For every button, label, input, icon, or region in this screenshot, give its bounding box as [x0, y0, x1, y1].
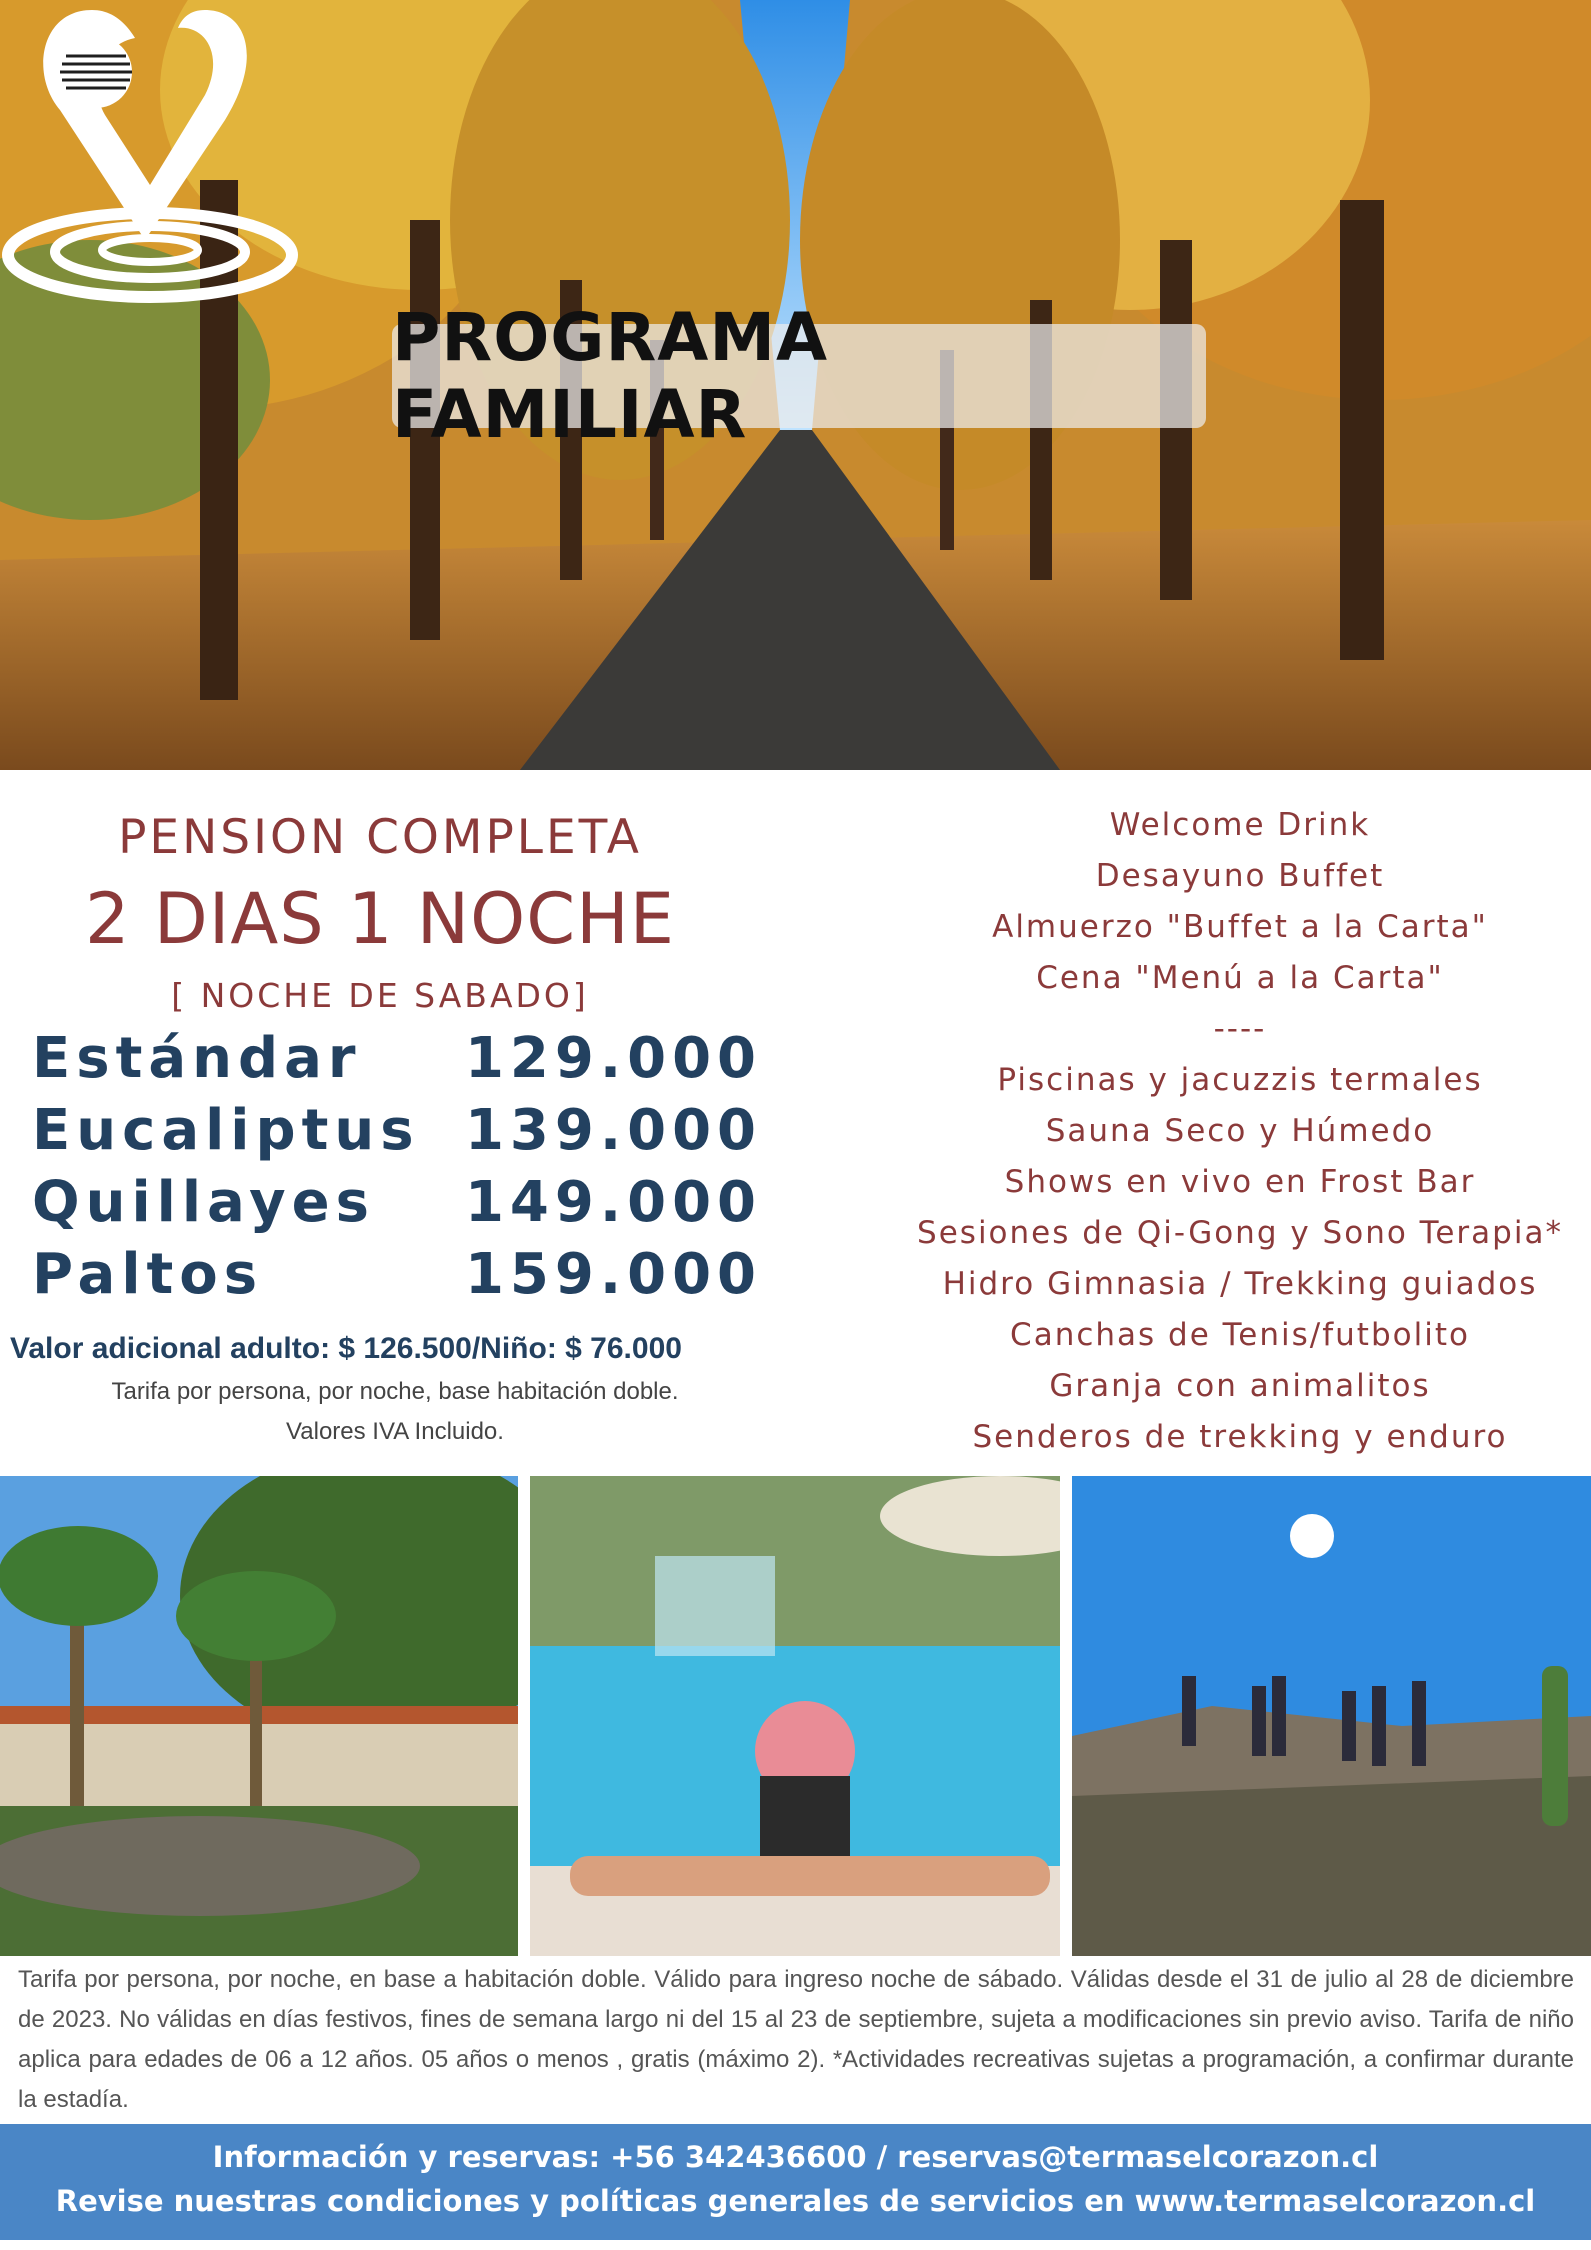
- amenity-item: Desayuno Buffet: [1095, 858, 1385, 894]
- pension-heading: PENSION COMPLETA: [118, 810, 642, 865]
- room-name: Estándar: [32, 1025, 362, 1091]
- rate-note: Tarifa por persona, por noche, base habitación doble.: [111, 1378, 679, 1405]
- contact-info[interactable]: Información y reservas: +56 342436600 / reservas@termaselcorazon.cl: [212, 2140, 1379, 2174]
- amenity-item: Sesiones de Qi-Gong y Sono Terapia*: [917, 1215, 1563, 1251]
- amenity-item: Almuerzo "Buffet a la Carta": [992, 909, 1488, 945]
- room-price: 129.000: [464, 1025, 762, 1091]
- amenity-item: Granja con animalitos: [1049, 1368, 1431, 1404]
- room-price: 159.000: [464, 1241, 762, 1307]
- price-row: [32, 1166, 762, 1238]
- amenity-item: Sauna Seco y Húmedo: [1045, 1113, 1435, 1149]
- price-table: [32, 1022, 762, 1310]
- room-price: 149.000: [464, 1169, 762, 1235]
- hero-title-box: [392, 299, 1206, 453]
- amenity-item: Welcome Drink: [1109, 807, 1371, 843]
- price-row: [32, 1094, 762, 1166]
- trekking-group-photo: [1072, 1476, 1591, 1956]
- thermal-pool-photo: [530, 1476, 1060, 1956]
- hero-title: PROGRAMA FAMILIAR: [392, 299, 829, 453]
- amenity-item: Hidro Gimnasia / Trekking guiados: [942, 1266, 1538, 1302]
- heart-location-pin-icon: [0, 0, 300, 310]
- terms-and-conditions: Tarifa por persona, por noche, en base a habitación doble. Válido para ingreso noche de sábado. Válidas desde el 31 de julio al 28 de diciembre de 2023. No válidas en días festivos, fines de semana largo ni del 15 al 23 de septiembre, sujeta a modificaciones sin previo aviso. Tarifa de niño aplica para edades de 06 a 12 años. 05 años o menos , gratis (máximo 2). *Actividades recreativas sujetas a programación, a confirmar durante la estadía.: [18, 1966, 1574, 2113]
- additional-value-text: Valor adicional adulto: $ 126.500/Niño: $ 76.000: [10, 1332, 682, 1365]
- tax-note: Valores IVA Incluido.: [286, 1418, 504, 1445]
- amenity-item: Cena "Menú a la Carta": [1036, 960, 1444, 996]
- room-price: 139.000: [464, 1097, 762, 1163]
- hotel-garden-photo: [0, 1476, 518, 1956]
- duration-heading: 2 DIAS 1 NOCHE: [85, 878, 675, 960]
- price-row: [32, 1022, 762, 1094]
- amenity-item: Piscinas y jacuzzis termales: [997, 1062, 1483, 1098]
- amenity-item: Canchas de Tenis/futbolito: [1010, 1317, 1470, 1353]
- price-row: [32, 1238, 762, 1310]
- amenity-item: Senderos de trekking y enduro: [972, 1419, 1508, 1455]
- amenity-item: Shows en vivo en Frost Bar: [1004, 1164, 1476, 1200]
- room-name: Paltos: [32, 1241, 264, 1307]
- hero-banner: [0, 0, 1591, 770]
- room-name: Eucaliptus: [32, 1097, 420, 1163]
- amenities-list: [900, 800, 1580, 1463]
- amenity-separator: ----: [1213, 1011, 1267, 1047]
- policies-link[interactable]: Revise nuestras condiciones y políticas generales de servicios en www.termaselcorazon.cl: [55, 2184, 1536, 2218]
- room-name: Quillayes: [32, 1169, 375, 1235]
- night-subheading: [ NOCHE DE SABADO]: [171, 976, 589, 1015]
- contact-footer: [0, 2124, 1591, 2240]
